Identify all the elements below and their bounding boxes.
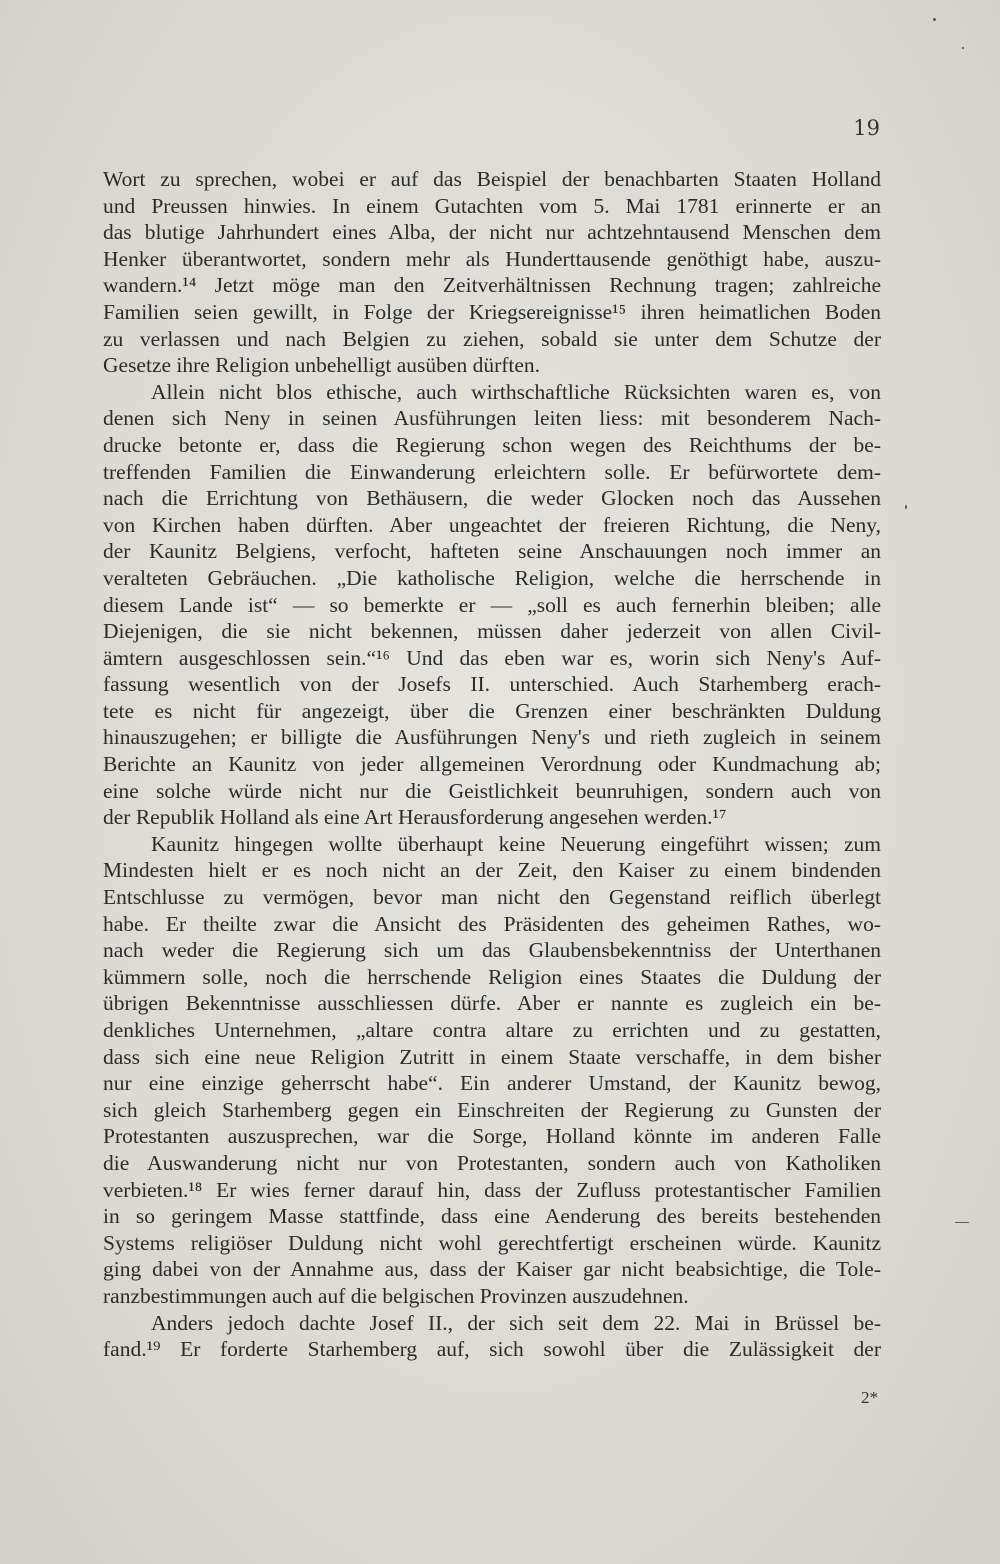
text-line: verbieten.¹⁸ Er wies ferner darauf hin, dass der Zufluss protestantischer Familien: [103, 1177, 881, 1202]
text-line: treffenden Familien die Einwanderung erleichtern solle. Er befürwortete dem-: [103, 459, 881, 484]
text-line: Systems religiöser Duldung nicht wohl gerechtfertigt erscheinen würde. Kaunitz: [103, 1230, 881, 1255]
text-line: von Kirchen haben dürften. Aber ungeachtet der freieren Richtung, die Neny,: [103, 512, 881, 537]
text-line: kümmern solle, noch die herrschende Religion eines Staates die Duldung der: [103, 964, 881, 989]
text-line: drucke betonte er, dass die Regierung schon wegen des Reichthums der be-: [103, 432, 881, 457]
text-line: habe. Er theilte zwar die Ansicht des Präsidenten des geheimen Rathes, wo-: [103, 911, 881, 936]
text-line: Familien seien gewillt, in Folge der Kriegsereignisse¹⁵ ihren heimatlichen Boden: [103, 299, 881, 324]
text-line: nur eine einzige geherrscht habe“. Ein anderer Umstand, der Kaunitz bewog,: [103, 1071, 881, 1096]
text-line: nach die Errichtung von Bethäusern, die weder Glocken noch das Aussehen: [103, 486, 881, 511]
text-line: veralteten Gebräuchen. „Die katholische Religion, welche die herrschende in: [103, 565, 881, 590]
text-line: fand.¹⁹ Er forderte Starhemberg auf, sich sowohl über die Zulässigkeit der: [103, 1337, 881, 1362]
text-line: denkliches Unternehmen, „altare contra altare zu errichten und zu gestatten,: [103, 1018, 881, 1042]
text-line: der Republik Holland als eine Art Herausforderung angesehen werden.¹⁷: [103, 805, 727, 830]
text-line: nach weder die Regierung sich um das Glaubensbekenntniss der Unterthanen: [103, 938, 881, 963]
body-text: [103, 166, 881, 1363]
text-line: diesem Lande ist“ — so bemerkte er — „soll es auch fernerhin bleiben; alle: [103, 592, 881, 617]
text-line: Diejenigen, die sie nicht bekennen, müssen daher jederzeit von allen Civil-: [103, 619, 881, 644]
text-line: die Auswanderung nicht nur von Protestanten, sondern auch von Katholiken: [103, 1150, 881, 1175]
page-number: 19: [853, 116, 880, 140]
text-line: zu verlassen und nach Belgien zu ziehen, sobald sie unter dem Schutze der: [103, 326, 881, 351]
text-line: und Preussen hinwies. In einem Gutachten vom 5. Mai 1781 erinnerte er an: [103, 193, 881, 218]
text-line: der Kaunitz Belgiens, verfocht, hafteten seine Anschauungen noch immer an: [103, 539, 881, 564]
text-line: hinauszugehen; er billigte die Ausführungen Neny's und rieth zugleich in seinem: [103, 725, 881, 750]
text-line: Wort zu sprechen, wobei er auf das Beispiel der benachbarten Staaten Holland: [103, 167, 881, 191]
text-line: wandern.¹⁴ Jetzt möge man den Zeitverhältnissen Rechnung tragen; zahlreiche: [103, 273, 881, 298]
text-line: dass sich eine neue Religion Zutritt in einem Staate verschaffe, in dem bisher: [103, 1044, 881, 1069]
text-line: Mindesten hielt er es noch nicht an der Zeit, den Kaiser zu einem bindenden: [103, 858, 881, 883]
text-line: in so geringem Masse stattfinde, dass eine Aenderung des bereits bestehenden: [103, 1204, 881, 1229]
text-line: fassung wesentlich von der Josefs II. unterschied. Auch Starhemberg erach-: [103, 672, 881, 697]
text-line: Gesetze ihre Religion unbehelligt ausüben dürften.: [103, 353, 541, 378]
text-line: ämtern ausgeschlossen sein.“¹⁶ Und das eben war es, worin sich Neny's Auf-: [103, 645, 881, 670]
printer-signature-mark: 2*: [861, 1388, 878, 1407]
text-line: Protestanten auszusprechen, war die Sorge, Holland könnte im anderen Falle: [103, 1124, 881, 1149]
text-line: ranzbestimmungen auch auf die belgischen Provinzen auszudehnen.: [103, 1283, 689, 1308]
text-line: Allein nicht blos ethische, auch wirthschaftliche Rücksichten waren es, von: [151, 379, 881, 404]
text-line: tete es nicht für angezeigt, über die Grenzen einer beschränkten Duldung: [103, 698, 881, 723]
text-line: das blutige Jahrhundert eines Alba, der nicht nur achtzehntausend Menschen dem: [103, 220, 881, 245]
text-line: Anders jedoch dachte Josef II., der sich seit dem 22. Mai in Brüssel be-: [151, 1310, 881, 1335]
text-line: Henker überantwortet, sondern mehr als Hunderttausende genöthigt habe, auszu-: [103, 246, 881, 271]
paper-speck: [905, 505, 907, 509]
text-line: eine solche würde nicht nur die Geistlichkeit beunruhigen, sondern auch von: [103, 778, 881, 803]
paper-speck: [962, 47, 964, 49]
text-line: denen sich Neny in seinen Ausführungen leiten liess: mit besonderem Nach-: [103, 406, 881, 431]
text-line: Entschlusse zu vermögen, bevor man nicht den Gegenstand reiflich überlegt: [103, 885, 881, 910]
paper-speck: [955, 1222, 969, 1223]
text-line: Berichte an Kaunitz von jeder allgemeinen Verordnung oder Kundmachung ab;: [103, 752, 881, 777]
text-line: Kaunitz hingegen wollte überhaupt keine Neuerung eingeführt wissen; zum: [151, 831, 881, 856]
text-line: sich gleich Starhemberg gegen ein Einschreiten der Regierung zu Gunsten der: [103, 1097, 881, 1122]
text-line: ging dabei von der Annahme aus, dass der Kaiser gar nicht beabsichtige, die Tole-: [103, 1257, 881, 1282]
paper-speck: [933, 18, 936, 21]
text-line: übrigen Bekenntnisse ausschliessen dürfe. Aber er nannte es zugleich ein be-: [103, 991, 881, 1016]
